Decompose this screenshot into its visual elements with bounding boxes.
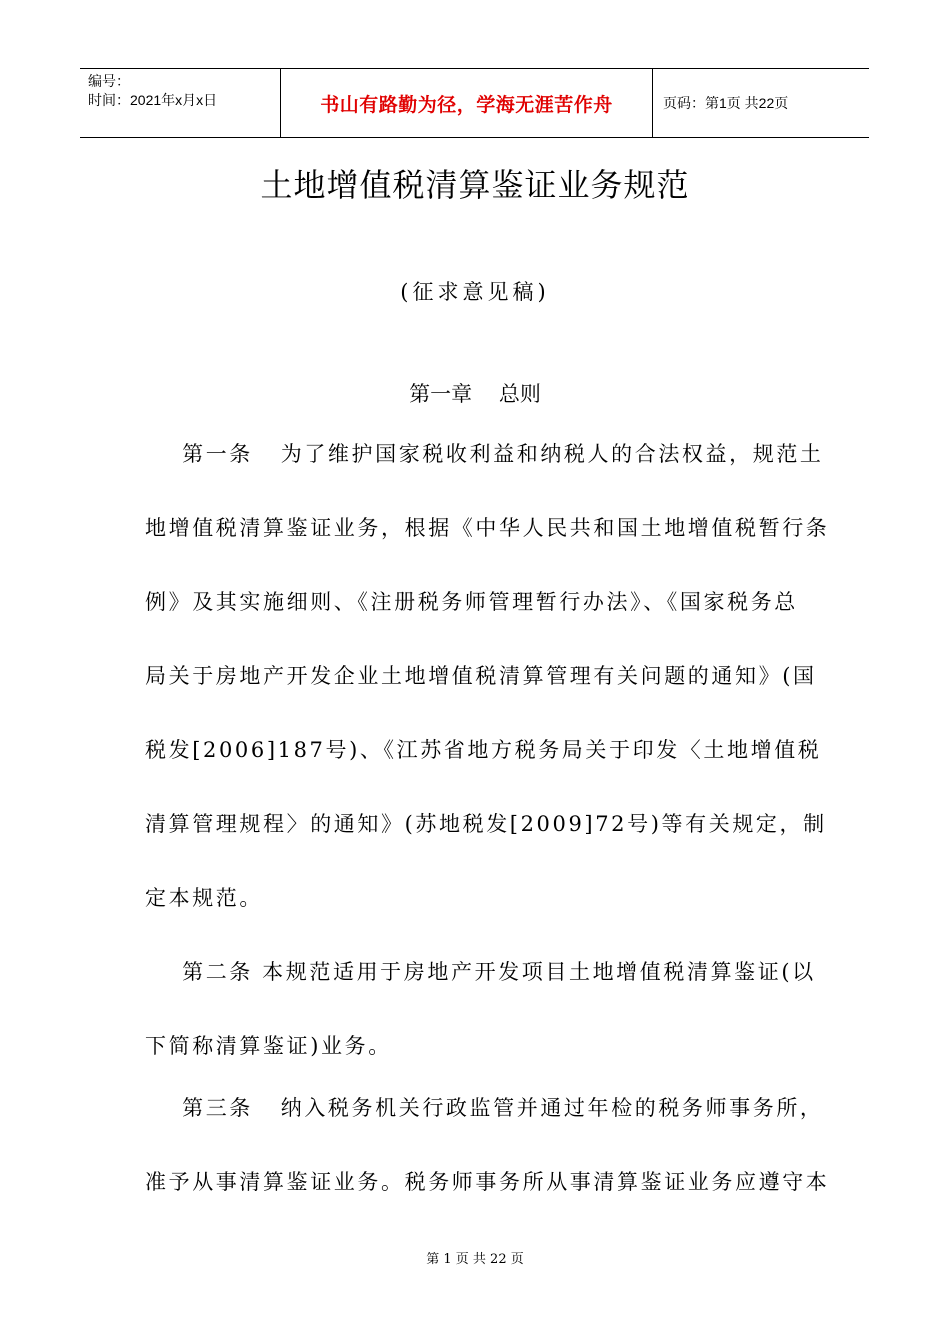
body-line: 定本规范。 [145,886,263,910]
body-line: 局关于房地产开发企业土地增值税清算管理有关问题的通知》(国 [145,664,817,688]
header-meta-cell [80,69,281,137]
chapter-heading: 第一章 总则 [409,382,541,406]
document-header [80,68,869,138]
page-footer: 第 1 页 共 22 页 [426,1252,524,1267]
time-label: 时间：2021年x月x日 [88,92,218,108]
body-line: 下简称清算鉴证)业务。 [145,1034,392,1058]
body-line: 清算管理规程〉的通知》(苏地税发[2009]72号)等有关规定，制 [145,812,827,836]
number-label: 编号： [88,73,130,89]
page-info: 页码：第1页 共22页 [663,95,789,111]
body-line: 例》及其实施细则、《注册税务师管理暂行办法》、《国家税务总 [145,590,798,614]
body-line: 第一条 为了维护国家税收利益和纳税人的合法权益，规范土 [145,442,824,466]
header-motto-cell [281,69,653,137]
header-page-cell [653,69,869,137]
body-line: 税发[2006]187号)、《江苏省地方税务局关于印发〈土地增值税 [145,738,822,762]
document-subtitle: (征求意见稿) [400,280,550,304]
body-line: 准予从事清算鉴证业务。税务师事务所从事清算鉴证业务应遵守本 [145,1170,830,1194]
body-line: 地增值税清算鉴证业务，根据《中华人民共和国土地增值税暂行条 [145,516,830,540]
body-line: 第二条 本规范适用于房地产开发项目土地增值税清算鉴证(以 [145,960,816,984]
motto-text: 书山有路勤为径，学海无涯苦作舟 [320,93,613,116]
body-line: 第三条 纳入税务机关行政监管并通过年检的税务师事务所， [145,1096,824,1120]
document-title: 土地增值税清算鉴证业务规范 [260,166,690,204]
